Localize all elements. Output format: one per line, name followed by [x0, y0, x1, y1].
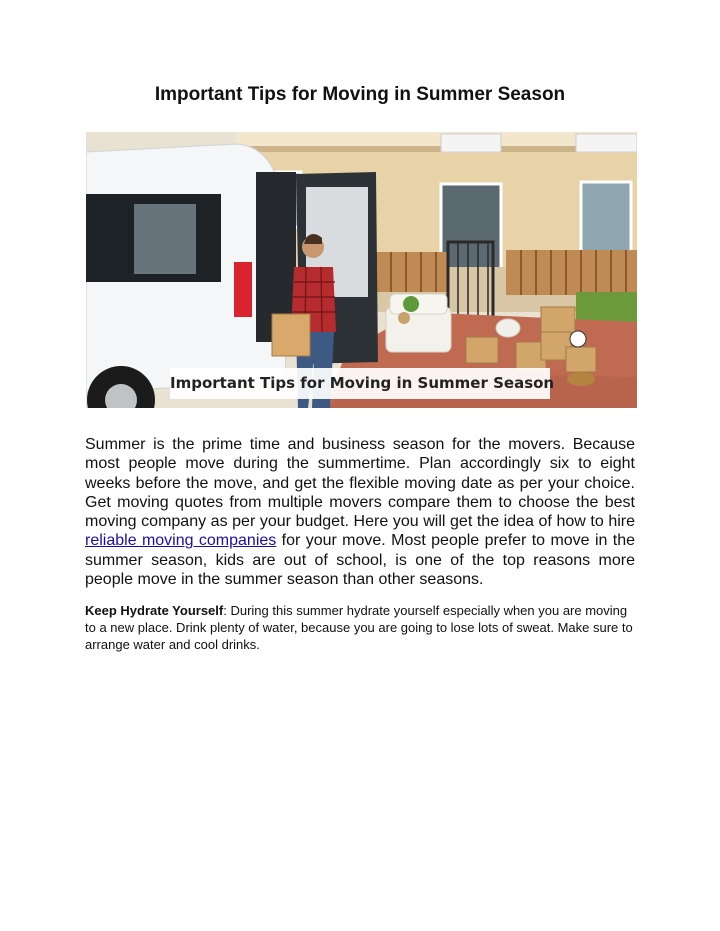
tip-paragraph — [85, 602, 637, 653]
intro-text-start: Summer is the prime time and business season for the movers. Because most people move during the summertime. Plan accordingly six to eight weeks before the move, and get the flexible moving date as per your choice. Get moving quotes from multiple movers compare them to choose the best moving company as per your budget. Here you will get the idea of how to hire — [85, 436, 635, 531]
intro-text-end: for your move. Most people prefer to move in the summer season, kids are out of school, is one of the top reasons more people move in the summer season than other seasons. — [85, 532, 635, 589]
hero-caption: Important Tips for Moving in Summer Season — [170, 368, 550, 399]
moving-scene-illustration — [86, 132, 637, 408]
tip-heading: Keep Hydrate Yourself — [85, 603, 224, 618]
tip-text: : During this summer hydrate yourself especially when you are moving to a new place. Drink plenty of water, because you are going to lose lots of sweat. Make sure to arrange water and cool drinks. — [85, 603, 633, 652]
page-title: Important Tips for Moving in Summer Season — [154, 84, 566, 105]
hero-image — [86, 132, 637, 408]
intro-paragraph — [85, 435, 635, 589]
reliable-moving-companies-link[interactable]: reliable moving companies — [85, 532, 277, 550]
